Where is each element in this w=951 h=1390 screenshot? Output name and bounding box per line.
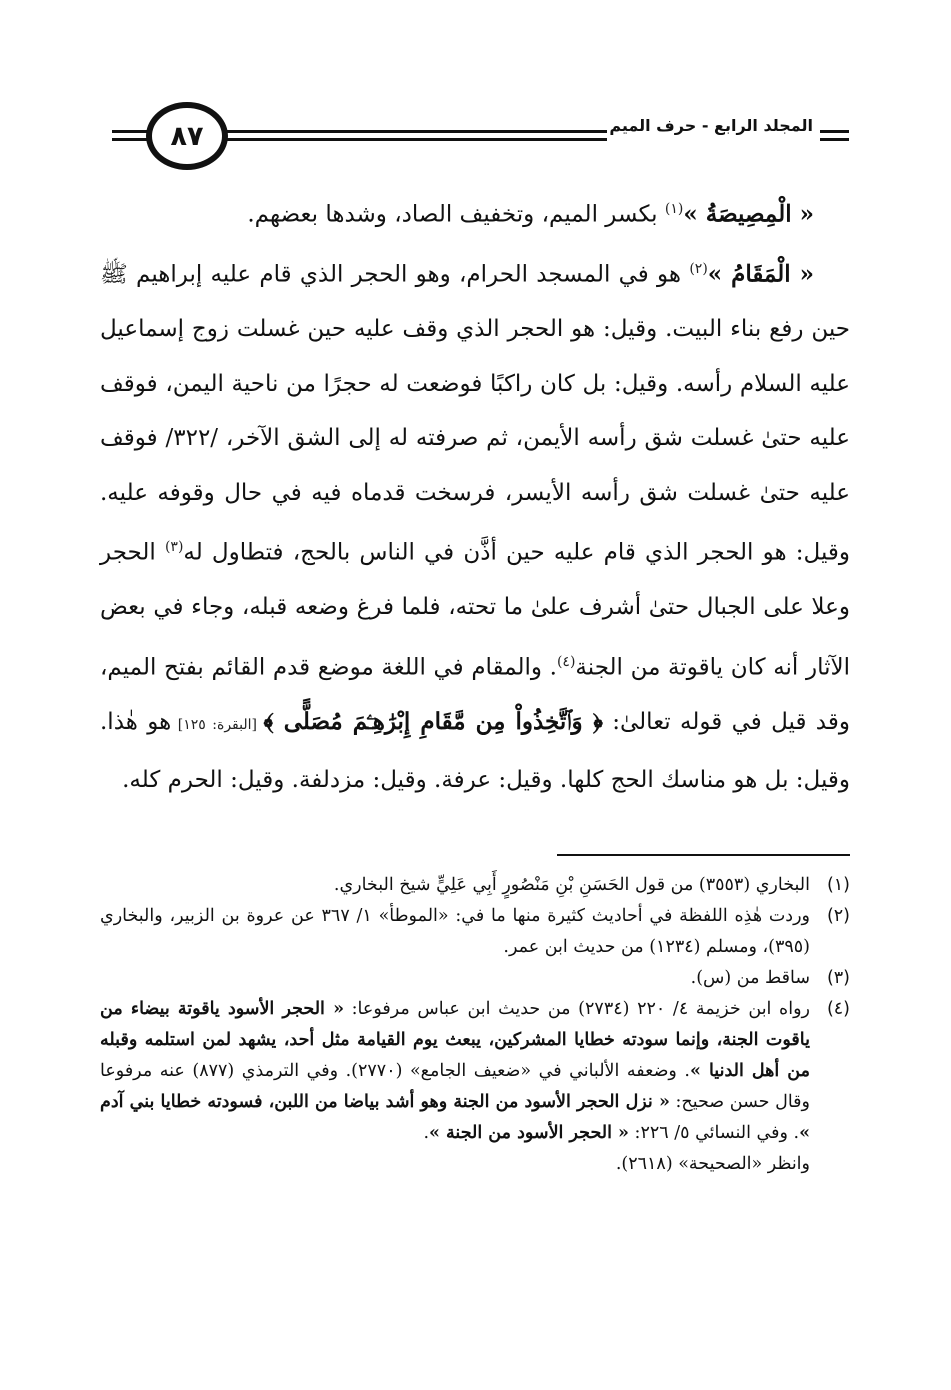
entry-maqam-text-a: هو في المسجد الحرام، وهو الحجر الذي قام عليه إبراهيم ﷺ حين رفع بناء البيت. وقيل: هو الحجر الذي وقف عليه حين غسلت زوج إسماعيل عليه السلام رأسه. وقيل: بل كان راكبًا فوضعت له حجرًا من ناحية اليمن، فوقف عليه حتىٰ غسلت شق رأسه الأيمن، ثم صرفته له إلى الشق الآخر، /٣٢٢/ فوقف عليه حتىٰ غسلت شق رأسه الأيسر، فرسخت قدماه فيه في حال وقوفه عليه. وقيل: هو الحجر الذي قام عليه حين أذَّن في الناس بالحج، فتطاول له [100, 261, 850, 566]
footnote-separator [557, 854, 850, 856]
footnote-number: (٣) [826, 968, 850, 988]
page-number: ٨٧ [170, 120, 204, 152]
headword-missisa: « الْمِصِيصَةُ » [683, 200, 814, 228]
footnote-number: (٤) [826, 999, 850, 1019]
footnote-text [100, 994, 810, 1149]
footnote-4-hadith-2: « نزل الحجر الأسود من الجنة وهو أشد بياضا من اللبن، فسودته خطايا بني آدم » [100, 1092, 810, 1143]
main-text [100, 182, 850, 807]
header-rule-end [820, 130, 849, 133]
footnote-text: البخاري (٣٥٥٣) من قول الحَسَنِ بْنِ مَنْصُورٍ أَبِي عَلِيٍّ شيخ البخاري. [333, 875, 810, 895]
footnote-ref-3: (٣) [164, 539, 184, 556]
entry-missisa-text: بكسر الميم، وتخفيف الصاد، وشدها بعضهم. [247, 201, 665, 228]
entry-maqam-text-c: . والمقام في اللغة موضع قدم القائم بفتح الميم، وقد قيل في قوله تعالىٰ: [100, 654, 850, 736]
footnote-ref-1: (١) [664, 201, 684, 217]
entry-missisa [100, 182, 850, 242]
footnote-4-part-g: . [423, 1123, 430, 1143]
footnote-text: ساقط من (س). [690, 968, 810, 988]
footnote-4 [100, 994, 850, 1149]
footnote-number: (٢) [826, 906, 850, 926]
footnote-number: (١) [826, 875, 850, 895]
footnote-ref-2: (٢) [689, 261, 708, 278]
footnote-4-hadith-1: « الحجر الأسود ياقوتة بيضاء من ياقوت الجنة، وإنما سودته خطايا المشركين، يبعث يوم القيامة مثل أحد، يشهد لمن استلمه وقبله من أهل الدنيا » [100, 999, 810, 1081]
footnote-text: وردت هٰذِه اللفظة في أحاديث كثيرة منها ما في: «الموطأ» ١/ ٣٦٧ عن عروة بن الزبير، والبخاري (٣٩٥)، ومسلم (١٢٣٤) من حديث ابن عمر. [100, 906, 810, 957]
quran-verse: ﴿ وَٱتَّخِذُواْ مِن مَّقَامِ إِبْرَٰهِـۧمَ مُصَلًّى ﴾ [263, 708, 603, 736]
footnote-4-hadith-3: « الحجر الأسود من الجنة » [429, 1123, 629, 1143]
footnote-4-part-e: . وفي النسائي ٥/ ٢٢٦: [628, 1123, 800, 1143]
headword-maqam: « الْمَقَامُ » [707, 260, 815, 288]
footnotes [100, 870, 850, 1180]
footnote-1 [100, 870, 850, 901]
header-rule-right [222, 130, 607, 133]
quran-reference: [البقرة: ١٢٥] [171, 717, 264, 734]
footnote-4-see-also: وانظر «الصحيحة» (٢٦١٨). [615, 1154, 810, 1174]
header-rule-end-2 [820, 138, 849, 141]
footnote-2 [100, 901, 850, 963]
header-rule-right-2 [222, 138, 607, 141]
page-number-badge [146, 102, 228, 170]
running-title: المجلد الرابع - حرف الميم [609, 116, 813, 135]
entry-maqam-text-b: الحجر وعلا على الجبال حتىٰ أشرف علىٰ ما تحته، فلما فرغ وضعه قبله، وجاء في بعض الآثار أنه كان ياقوتة من الجنة [100, 539, 850, 681]
footnote-4-part-a: رواه ابن خزيمة ٤/ ٢٢٠ (٢٧٣٤) من حديث ابن عباس مرفوعا: [344, 999, 810, 1019]
entry-maqam-text-d: هو هٰذا. وقيل: بل هو مناسك الحج كلها. وقيل: عرفة. وقيل: مزدلفة. وقيل: الحرم كله. [100, 709, 850, 793]
page-header [112, 102, 849, 164]
footnote-3 [100, 963, 850, 994]
footnote-4-part-c: . وضعفه الألباني في «ضعيف الجامع» (٢٧٧٠). وفي الترمذي (٨٧٧) عنه مرفوعا وقال حسن صحيح: [100, 1061, 810, 1112]
footnote-ref-4: (٤) [556, 653, 576, 670]
entry-maqam [100, 242, 850, 807]
